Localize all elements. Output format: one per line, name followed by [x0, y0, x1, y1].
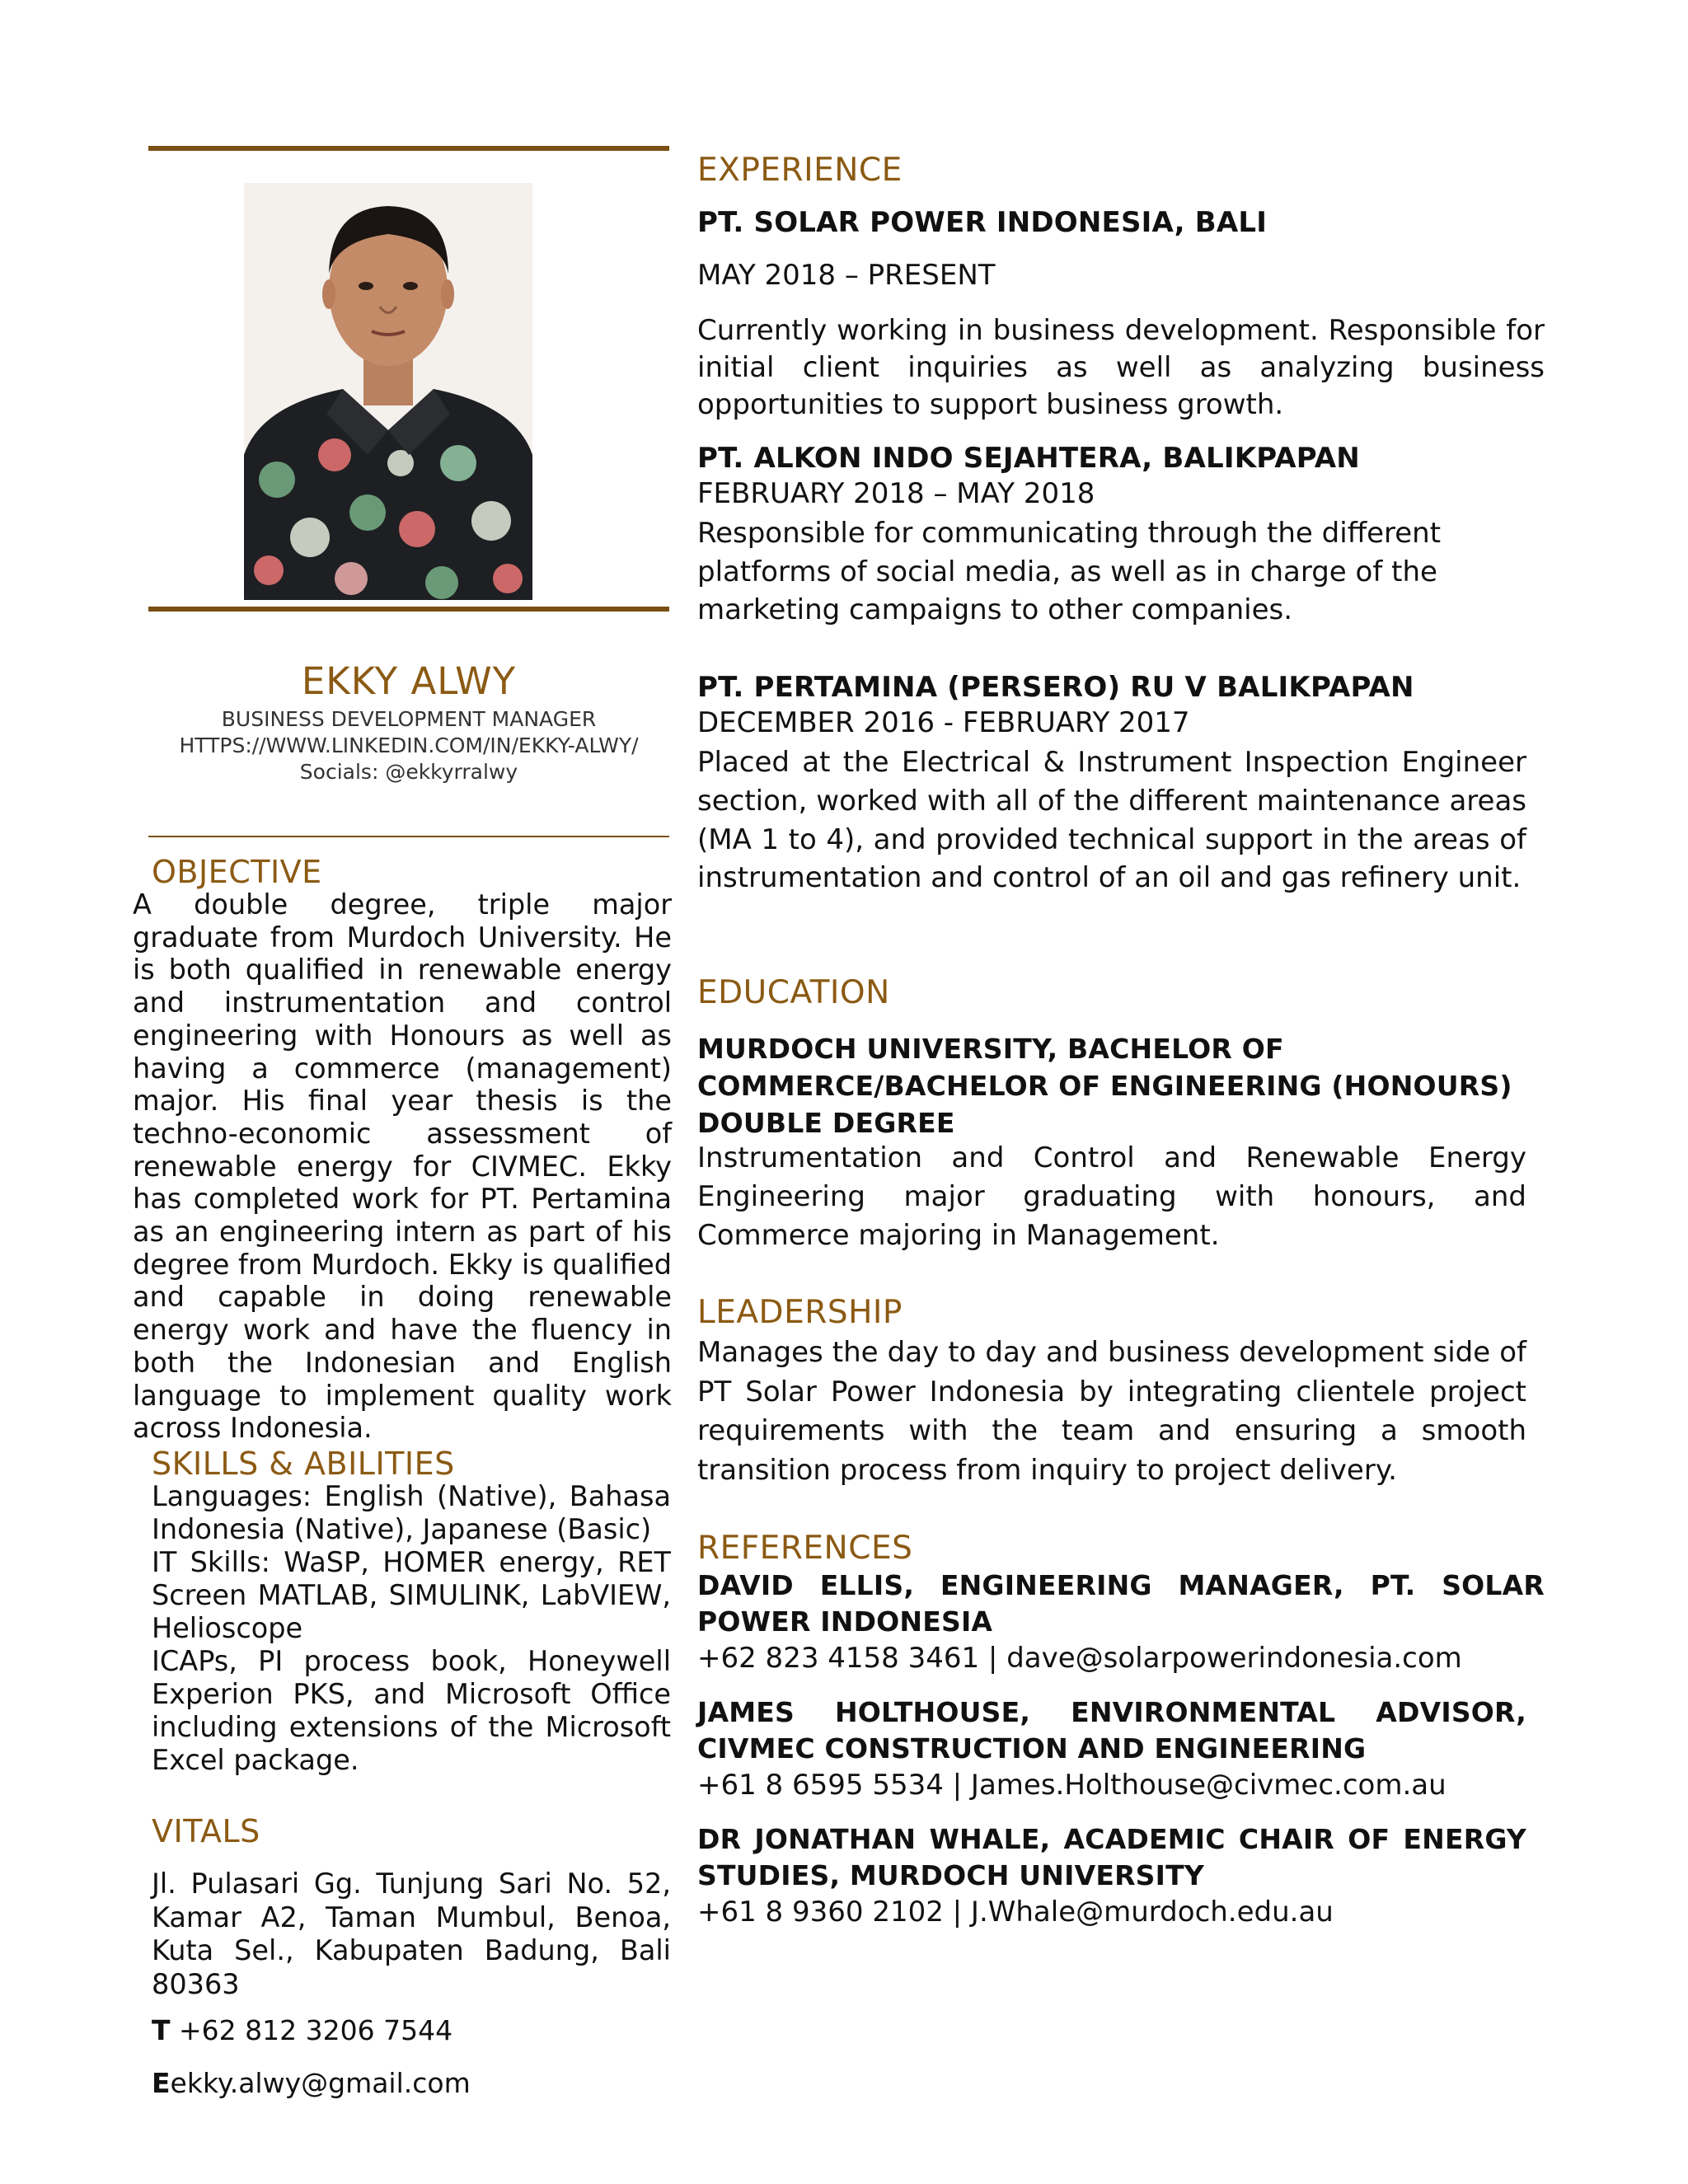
phone-label: T: [152, 2014, 171, 2046]
profile-name: EKKY ALWY: [301, 659, 517, 703]
vitals-address: Jl. Pulasari Gg. Tunjung Sari No. 52, Kamar A2, Taman Mumbul, Benoa, Kuta Sel., Kabupaten Badung, Bali 80363: [152, 1868, 671, 2000]
leadership-text: Manages the day to day and business development side of PT Solar Power Indonesia by integrating clientele project requirements with the team and ensuring a smooth transition process from inquiry to project delivery.: [697, 1336, 1526, 1487]
skills-languages: Languages: English (Native), Bahasa Indonesia (Native), Japanese (Basic): [152, 1480, 671, 1545]
vitals-email: [152, 2067, 471, 2099]
email-address[interactable]: ekky.alwy@gmail.com: [170, 2067, 471, 2099]
email-label: E: [152, 2067, 171, 2099]
experience-heading: EXPERIENCE: [697, 152, 903, 189]
reference-3-name: DR JONATHAN WHALE, ACADEMIC CHAIR OF ENERGY STUDIES, MURDOCH UNIVERSITY: [697, 1823, 1526, 1891]
reference-2-contact: +61 8 6595 5534 | James.Holthouse@civmec.com.au: [697, 1769, 1447, 1802]
phone-number: +62 812 3206 7544: [170, 2014, 453, 2046]
vitals-phone: [152, 2014, 452, 2046]
skills-it: IT Skills: WaSP, HOMER energy, RET Screen MATLAB, SIMULINK, LabVIEW, Helioscope: [152, 1546, 671, 1644]
objective-text: A double degree, triple major graduate from Murdoch University. He is both qualified in renewable energy and instrumentation and control engineering with Honours as well as having a commerce (management) major. His final year thesis is the techno-economic assessment of renewable energy for CIVMEC. Ekky has completed work for PT. Pertamina as an engineering intern as part of his degree from Murdoch. Ekky is qualified and capable in doing renewable energy work and have the fluency in both the Indonesian and English language to implement quality work across Indonesia.: [133, 888, 672, 1445]
linkedin-link[interactable]: HTTPS://WWW.LINKEDIN.COM/IN/EKKY-ALWY/: [179, 733, 639, 757]
socials-handle: Socials: @ekkyrralwy: [299, 760, 518, 784]
job-3-dates: DECEMBER 2016 - FEBRUARY 2017: [697, 706, 1190, 739]
reference-3-contact: +61 8 9360 2102 | J.Whale@murdoch.edu.au: [697, 1896, 1334, 1929]
job-3-company: PT. PERTAMINA (PERSERO) RU V BALIKPAPAN: [697, 671, 1414, 704]
job-3-description: Placed at the Electrical & Instrument Inspection Engineer section, worked with all of the different maintenance areas (MA 1 to 4), and provided technical support in the areas of instrumentation and control of an oil and gas refinery unit.: [697, 746, 1526, 895]
reference-2-name: JAMES HOLTHOUSE, ENVIRONMENTAL ADVISOR, CIVMEC CONSTRUCTION AND ENGINEERING: [697, 1696, 1526, 1765]
job-2-dates: FEBRUARY 2018 – MAY 2018: [697, 477, 1095, 510]
top-rule-left: [148, 146, 669, 151]
profile-photo: [244, 183, 532, 600]
leadership-heading: LEADERSHIP: [697, 1294, 903, 1331]
objective-heading: OBJECTIVE: [152, 854, 322, 890]
job-1-description: Currently working in business development. Responsible for initial client inquiries as well as analyzing business opportunities to support business growth.: [697, 314, 1545, 421]
job-2-company: PT. ALKON INDO SEJAHTERA, BALIKPAPAN: [697, 442, 1360, 475]
job-2-description: Responsible for communicating through the different platforms of social media, as well as in charge of the marketing campaigns to other companies.: [697, 517, 1442, 626]
education-description: Instrumentation and Control and Renewable Energy Engineering major graduating with honours, and Commerce majoring in Management.: [697, 1141, 1526, 1252]
reference-1-contact: +62 823 4158 3461 | dave@solarpowerindonesia.com: [697, 1642, 1462, 1675]
objective-rule: [148, 836, 669, 837]
education-heading: EDUCATION: [697, 974, 890, 1011]
education-degree: MURDOCH UNIVERSITY, BACHELOR OF COMMERCE/BACHELOR OF ENGINEERING (HONOURS) DOUBLE DEGREE: [697, 1033, 1512, 1139]
photo-bottom-rule: [148, 607, 669, 612]
job-1-company: PT. SOLAR POWER INDONESIA, BALI: [697, 206, 1268, 239]
references-heading: REFERENCES: [697, 1530, 913, 1567]
job-1-dates: MAY 2018 – PRESENT: [697, 259, 996, 292]
skills-other: ICAPs, PI process book, Honeywell Experion PKS, and Microsoft Office including extensions of the Microsoft Excel package.: [152, 1645, 671, 1776]
vitals-heading: VITALS: [152, 1813, 260, 1849]
profile-title: BUSINESS DEVELOPMENT MANAGER: [221, 707, 597, 731]
reference-1-name: DAVID ELLIS, ENGINEERING MANAGER, PT. SOLAR POWER INDONESIA: [697, 1569, 1545, 1638]
skills-heading: SKILLS & ABILITIES: [152, 1446, 455, 1482]
